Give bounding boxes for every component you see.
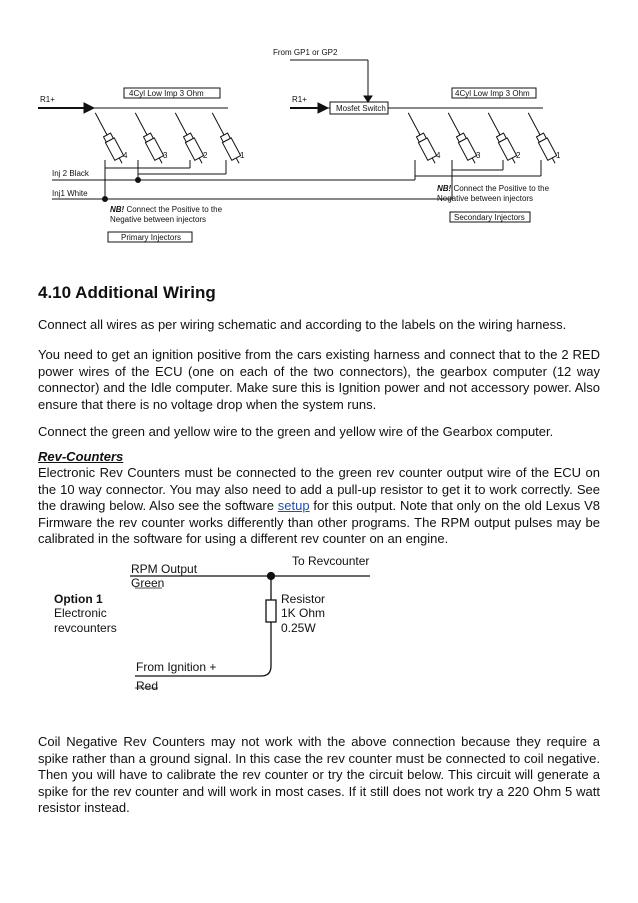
coil-label-right: 4Cyl Low Imp 3 Ohm: [455, 89, 530, 98]
gp-label: From GP1 or GP2: [273, 48, 338, 57]
paragraph-connect-wires: Connect all wires as per wiring schematic and according to the labels on the wiring harness.: [38, 317, 567, 332]
to-revcounter-label: To Revcounter: [292, 554, 370, 568]
injector-wiring-schematic: [0, 0, 638, 260]
paragraph-rev-counters: Electronic Rev Counters must be connected to the green rev counter output wire of the ECU on the 10 way connector. You may also need to add a pull-up resistor to get it to work correctly. See the drawing below. Also see the software setup for this output. Note that only on the old Lexus V8 Firmware the rev counter works differently than other programs. The RPM output pulses may be calibrated in the software for using a different rev counter on an engine.: [38, 465, 600, 546]
rev-counters-heading: Rev-Counters: [38, 449, 124, 464]
injector-number-primary-4: 4: [123, 151, 128, 160]
injector-secondary-2: [484, 111, 520, 166]
note-left: NB! Connect the Positive to the: [110, 205, 223, 214]
injector-primary-4: [91, 111, 127, 166]
injector-secondary-3: [444, 111, 480, 166]
green-wire-label: Green: [131, 576, 165, 590]
injector-number-primary-1: 1: [240, 151, 245, 160]
primary-injectors-label: Primary Injectors: [121, 233, 182, 242]
section-heading: 4.10 Additional Wiring: [38, 283, 216, 302]
electronic-label: Electronic: [54, 606, 107, 620]
note-right-line2: Negative between injectors: [437, 194, 534, 203]
from-ignition-label: From Ignition +: [136, 660, 217, 674]
rev-counter-diagram: [0, 548, 638, 708]
injector-number-secondary-2: 2: [516, 151, 521, 160]
resistor-ohm-label: 1K Ohm: [281, 606, 326, 620]
setup-link[interactable]: setup: [277, 498, 310, 513]
r1-right-label: R1+: [292, 95, 307, 104]
note-right: NB! Connect the Positive to the: [437, 184, 550, 193]
revcounters-label: revcounters: [54, 621, 117, 635]
injector-number-secondary-3: 3: [476, 151, 481, 160]
mosfet-label: Mosfet Switch: [336, 104, 386, 113]
inj1-label: Inj1 White: [52, 189, 88, 198]
resistor-watt-label: 0.25W: [281, 621, 316, 635]
injector-number-secondary-1: 1: [556, 151, 561, 160]
option-label: Option 1: [54, 592, 103, 606]
injector-number-secondary-4: 4: [436, 151, 441, 160]
red-wire-label: Red: [136, 679, 159, 693]
paragraph-ignition: You need to get an ignition positive from the cars existing harness and connect that to the 2 RED power wires of the ECU (one on each of the two connectors), the gearbox computer (12 way connector) and the Idle computer. Make sure this is Ignition power and not accessory power. Also ensure that there is no voltage drop when the system runs.: [38, 347, 600, 412]
injector-secondary-1: [524, 111, 560, 166]
rpm-output-label: RPM Output: [131, 562, 198, 576]
paragraph-green-yellow: Connect the green and yellow wire to the green and yellow wire of the Gearbox computer.: [38, 424, 554, 439]
coil-label-left: 4Cyl Low Imp 3 Ohm: [129, 89, 204, 98]
secondary-injectors-label: Secondary Injectors: [454, 213, 525, 222]
injector-number-primary-3: 3: [163, 151, 168, 160]
paragraph-coil-negative: Coil Negative Rev Counters may not work with the above connection because they require a spike rather than a ground signal. In this case the rev counter must be connected to coil negative. Then you will have to calibrate the rev counter or try the circuit below. This circuit will generate a spike for the rev counter and will work in most cases. If it still does not work try a 220 Ohm 5 watt resistor instead.: [38, 734, 600, 815]
note-left-line2: Negative between injectors: [110, 215, 207, 224]
injector-secondary-4: [404, 111, 440, 166]
r1-left-label: R1+: [40, 95, 55, 104]
resistor-label: Resistor: [281, 592, 326, 606]
inj2-label: Inj 2 Black: [52, 169, 89, 178]
injector-primary-1: [208, 111, 244, 166]
injector-number-primary-2: 2: [203, 151, 208, 160]
injector-primary-3: [131, 111, 167, 166]
injector-primary-2: [171, 111, 207, 166]
